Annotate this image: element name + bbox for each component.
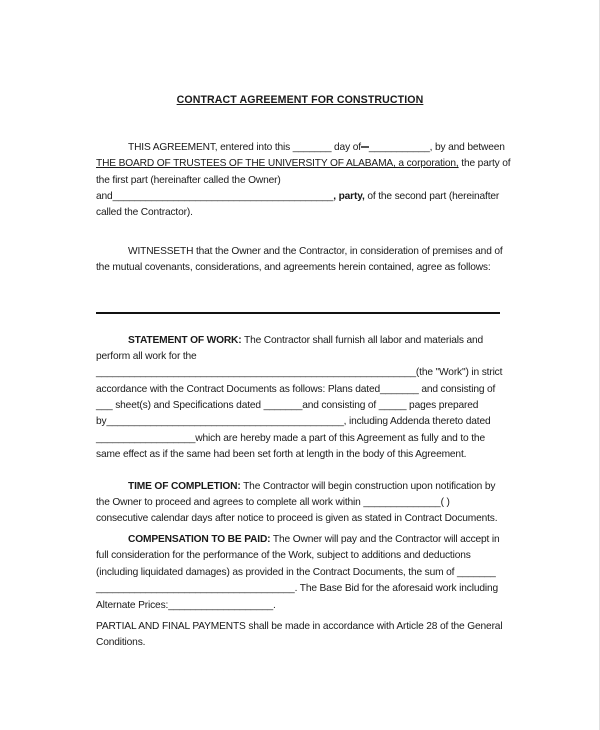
witnesseth-line-1: WITNESSETH that the Owner and the Contractor, in consideration of premises and of [128,246,503,257]
statement-of-work-line-5: ___ sheet(s) and Specifications dated _______and consisting of _____ pages prepared [96,400,479,411]
compensation-line-2: full consideration for the performance of the Work, subject to additions and deductions [96,550,471,561]
payments-line-2: Conditions. [96,637,146,648]
horizontal-rule [96,312,500,314]
compensation-line-1: COMPENSATION TO BE PAID: The Owner will pay and the Contractor will accept in [128,534,500,545]
time-of-completion-line-3: consecutive calendar days after notice to proceed is given as stated in Contract Documents. [96,513,498,524]
intro-line-4: and________________________________________, party, of the second part (hereinafter [96,191,500,202]
text-cursor-marker [361,146,369,148]
statement-of-work-line-6: by___________________________________________, including Addenda thereto dated [96,416,491,427]
time-of-completion-line-1: TIME OF COMPLETION: The Contractor will begin construction upon notification by [128,481,496,492]
statement-of-work-line-8: same effect as if the same had been set forth at length in the body of this Agreement. [96,449,467,460]
statement-of-work-line-2: perform all work for the [96,351,197,362]
intro-line-5: called the Contractor). [96,207,193,218]
statement-of-work-line-4: accordance with the Contract Documents as follows: Plans dated_______ and consisting of [96,384,496,395]
intro-line-3: the first part (hereinafter called the Owner) [96,175,281,186]
time-of-completion-heading: TIME OF COMPLETION: [128,481,241,492]
compensation-heading: COMPENSATION TO BE PAID: [128,534,271,545]
witnesseth-line-2: the mutual covenants, considerations, and agreements herein contained, agree as follows: [96,262,491,273]
payments-line-1: PARTIAL AND FINAL PAYMENTS shall be made in accordance with Article 28 of the General [96,621,503,632]
statement-of-work-line-1: STATEMENT OF WORK: The Contractor shall furnish all labor and materials and [128,335,484,346]
statement-of-work-line-3: __________________________________________________________(the "Work") in strict [96,367,503,378]
compensation-line-3: (including liquidated damages) as provided in the Contract Documents, the sum of _______ [96,567,496,578]
compensation-line-5: Alternate Prices:___________________. [96,600,276,611]
statement-of-work-line-7: __________________which are hereby made a part of this Agreement as fully and to the [96,433,485,444]
compensation-line-4: ____________________________________. The Base Bid for the aforesaid work including [96,583,498,594]
intro-line-1: THIS AGREEMENT, entered into this _______ day of ___________, by and between [128,142,505,153]
intro-line-2: THE BOARD OF TRUSTEES OF THE UNIVERSITY OF ALABAMA, a corporation, the party of [96,158,511,169]
time-of-completion-line-2: the Owner to proceed and agrees to complete all work within ______________( ) [96,497,450,508]
document-title: CONTRACT AGREEMENT FOR CONSTRUCTION [176,94,424,106]
owner-name: THE BOARD OF TRUSTEES OF THE UNIVERSITY OF ALABAMA, a corporation, [96,158,459,169]
statement-of-work-heading: STATEMENT OF WORK: [128,335,242,346]
